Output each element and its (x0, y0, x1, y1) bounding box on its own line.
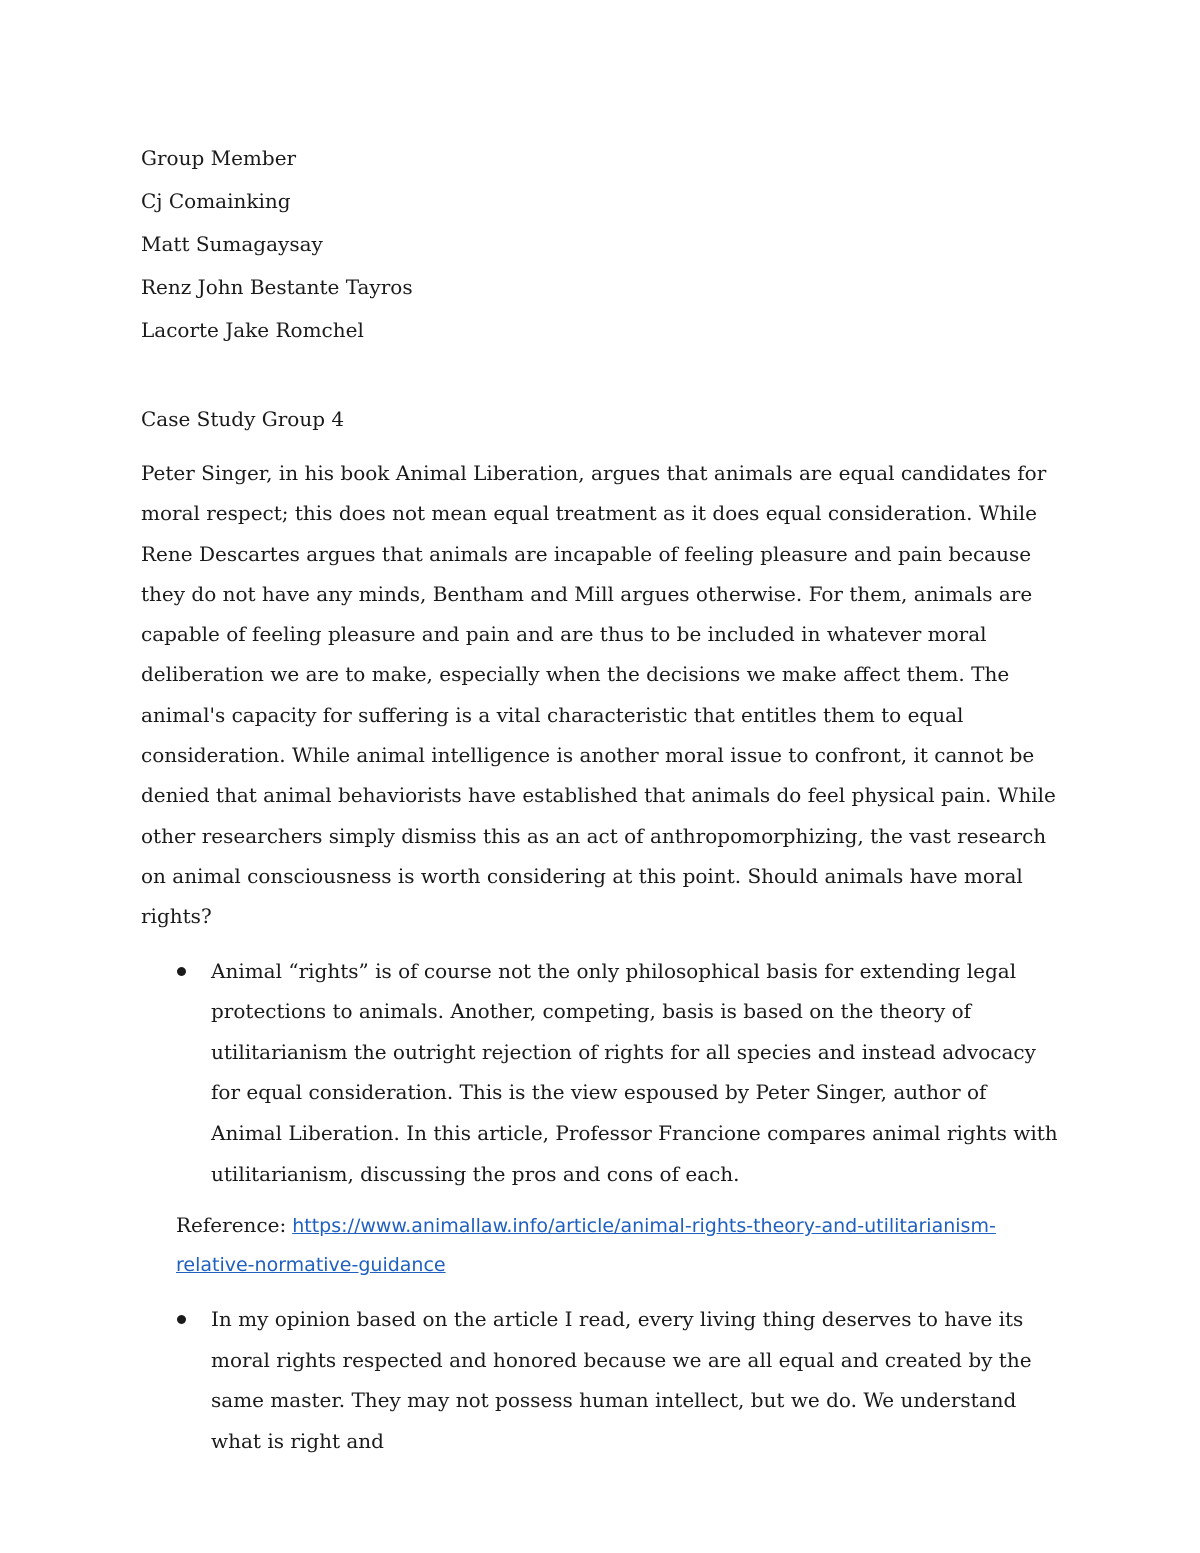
bullet-icon (177, 1315, 186, 1324)
member-name: Matt Sumagaysay (141, 232, 323, 256)
bullet-text: In my opinion based on the article I read, every living thing deserves to have its moral rights respected and honored because we are all equal and created by the same master. They may not possess human intellect, but we do. We understand what is right and (211, 1307, 1032, 1453)
bullet-list-2 (141, 1299, 1061, 1461)
member-name: Cj Comainking (141, 189, 291, 213)
reference-link[interactable]: https://www.animallaw.info/article/animal-rights-theory-and-utilitarianism-relative-normative-guidance (176, 1215, 996, 1277)
bullet-item (141, 1299, 1061, 1461)
members-heading: Group Member (141, 146, 297, 170)
intro-paragraph: Peter Singer, in his book Animal Liberation, argues that animals are equal candidates for moral respect; this does not mean equal treatment as it does equal consideration. While Rene Descartes argues that animals are incapable of feeling pleasure and pain because they do not have any minds, Bentham and Mill argues otherwise. For them, animals are capable of feeling pleasure and pain and are thus to be included in whatever moral deliberation we are to make, especially when the decisions we make affect them. The animal's capacity for suffering is a vital characteristic that entitles them to equal consideration. While animal intelligence is another moral issue to confront, it cannot be denied that animal behaviorists have established that animals do feel physical pain. While other researchers simply dismiss this as an act of anthropomorphizing, the vast research on animal consciousness is worth considering at this point. Should animals have moral rights? (141, 461, 1056, 929)
document-body (141, 137, 1061, 1462)
member-name: Renz John Bestante Tayros (141, 275, 413, 299)
bullet-item (141, 951, 1061, 1195)
member-name: Lacorte Jake Romchel (141, 318, 364, 342)
bullet-icon (177, 967, 186, 976)
bullet-list (141, 951, 1061, 1195)
bullet-text: Animal “rights” is of course not the only philosophical basis for extending legal protections to animals. Another, competing, basis is based on the theory of utilitarianism the outright rejection of rights for all species and instead advocacy for equal consideration. This is the view espoused by Peter Singer, author of Animal Liberation. In this article, Professor Francione compares animal rights with utilitarianism, discussing the pros and cons of each. (211, 958, 1058, 1186)
reference-label: Reference: (176, 1213, 287, 1238)
reference-line (176, 1206, 1056, 1285)
member-list (141, 180, 1061, 352)
case-study-title: Case Study Group 4 (141, 407, 345, 431)
